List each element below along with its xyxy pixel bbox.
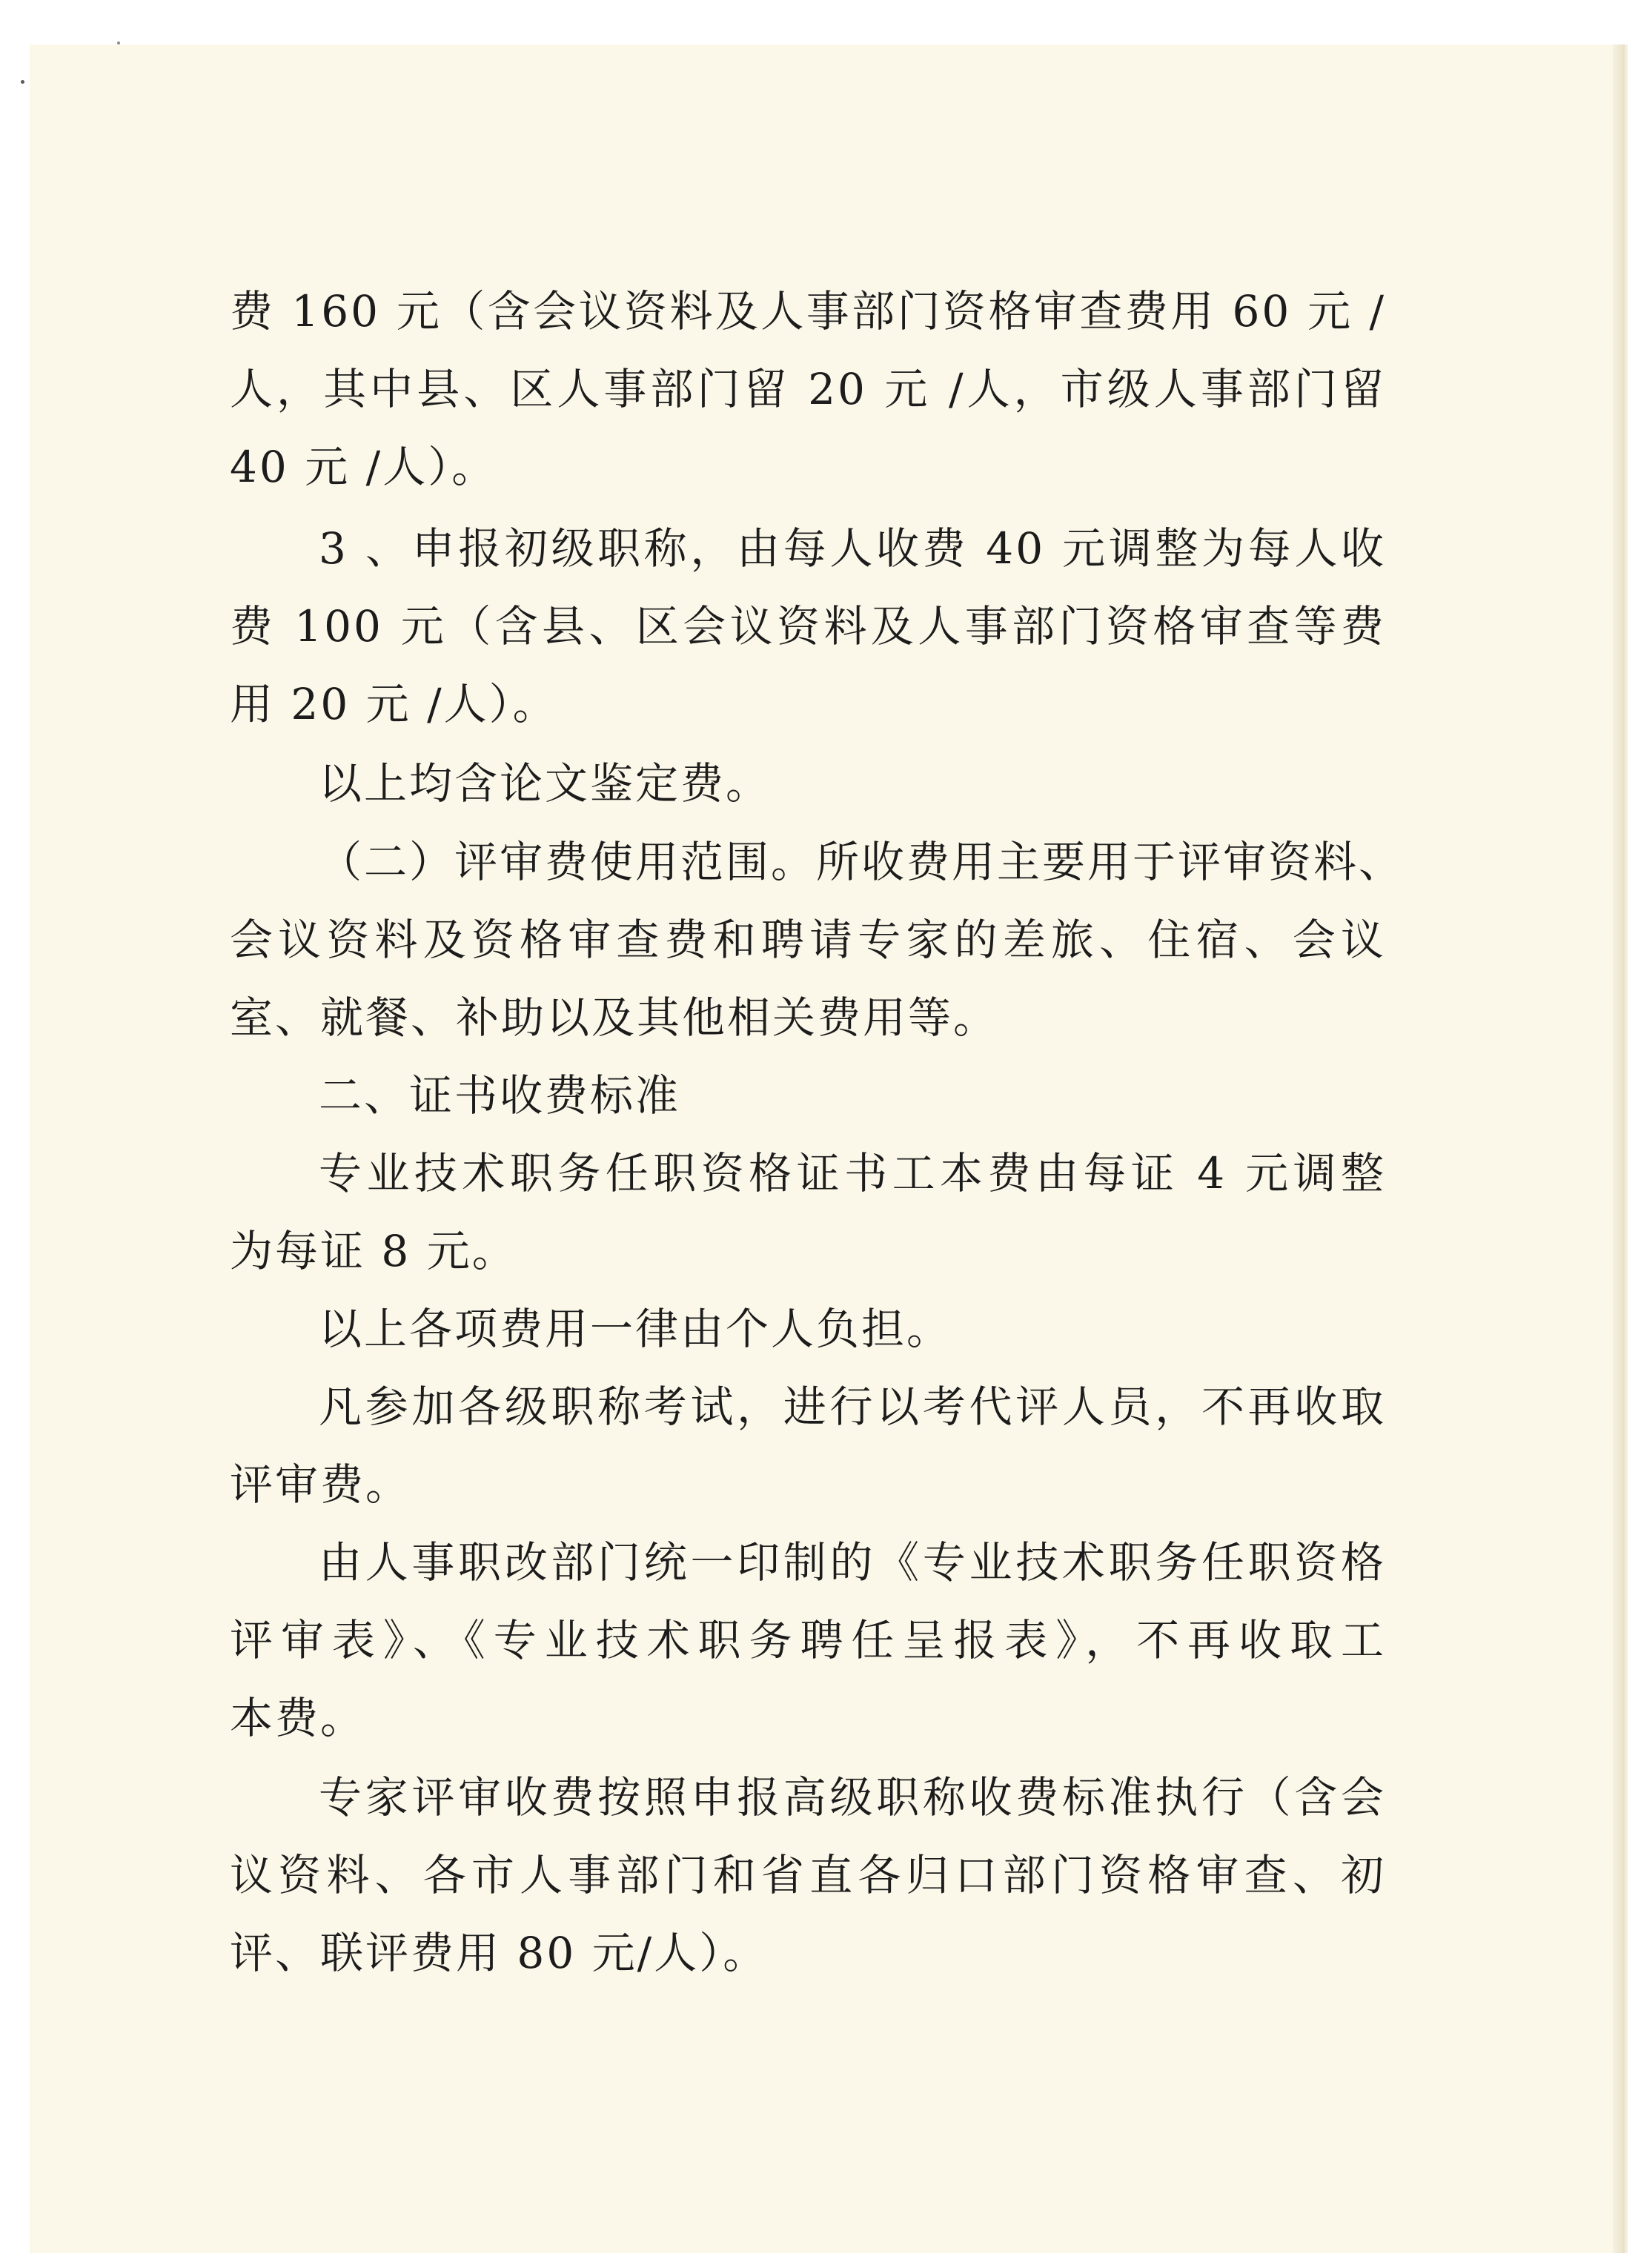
text-line: 评审表》、《专业技术职务聘任呈报表》，不再收取工 (230, 1615, 1386, 1665)
text-line: 以上各项费用一律由个人负担。 (319, 1304, 952, 1354)
text-line: 人，其中县、区人事部门留 20 元 /人，市级人事部门留 (230, 364, 1386, 414)
text-line: 评审费。 (230, 1459, 411, 1510)
section-heading: 二、证书收费标准 (319, 1070, 681, 1121)
text-line: 40 元 /人）。 (230, 442, 497, 492)
text-line: 凡参加各级职称考试，进行以考代评人员，不再收取 (319, 1382, 1386, 1432)
text-line: 会议资料及资格审查费和聘请专家的差旅、住宿、会议 (230, 915, 1386, 965)
text-line: 专业技术职务任职资格证书工本费由每证 4 元调整 (319, 1148, 1386, 1198)
text-line: 专家评审收费按照申报高级职称收费标准执行（含会 (319, 1772, 1386, 1823)
text-line: 费 100 元（含县、区会议资料及人事部门资格审查等费 (230, 601, 1386, 651)
text-line: 费 160 元（含会议资料及人事部门资格审查费用 60 元 / (230, 286, 1386, 336)
text-line: （二）评审费使用范围。所收费用主要用于评审资料、 (319, 837, 1405, 887)
text-line: 本费。 (230, 1693, 366, 1743)
text-line: 用 20 元 /人）。 (230, 679, 558, 729)
text-line: 由人事职改部门统一印制的《专业技术职务任职资格 (319, 1537, 1386, 1588)
text-line: 评、联评费用 80 元/人）。 (230, 1928, 769, 1978)
text-line: 以上均含论文鉴定费。 (319, 758, 772, 809)
text-line: 室、就餐、补助以及其他相关费用等。 (230, 992, 999, 1043)
text-line: 3 、申报初级职称，由每人收费 40 元调整为每人收 (319, 523, 1386, 574)
text-line: 议资料、各市人事部门和省直各归口部门资格审查、初 (230, 1850, 1386, 1900)
text-line: 为每证 8 元。 (230, 1226, 517, 1276)
